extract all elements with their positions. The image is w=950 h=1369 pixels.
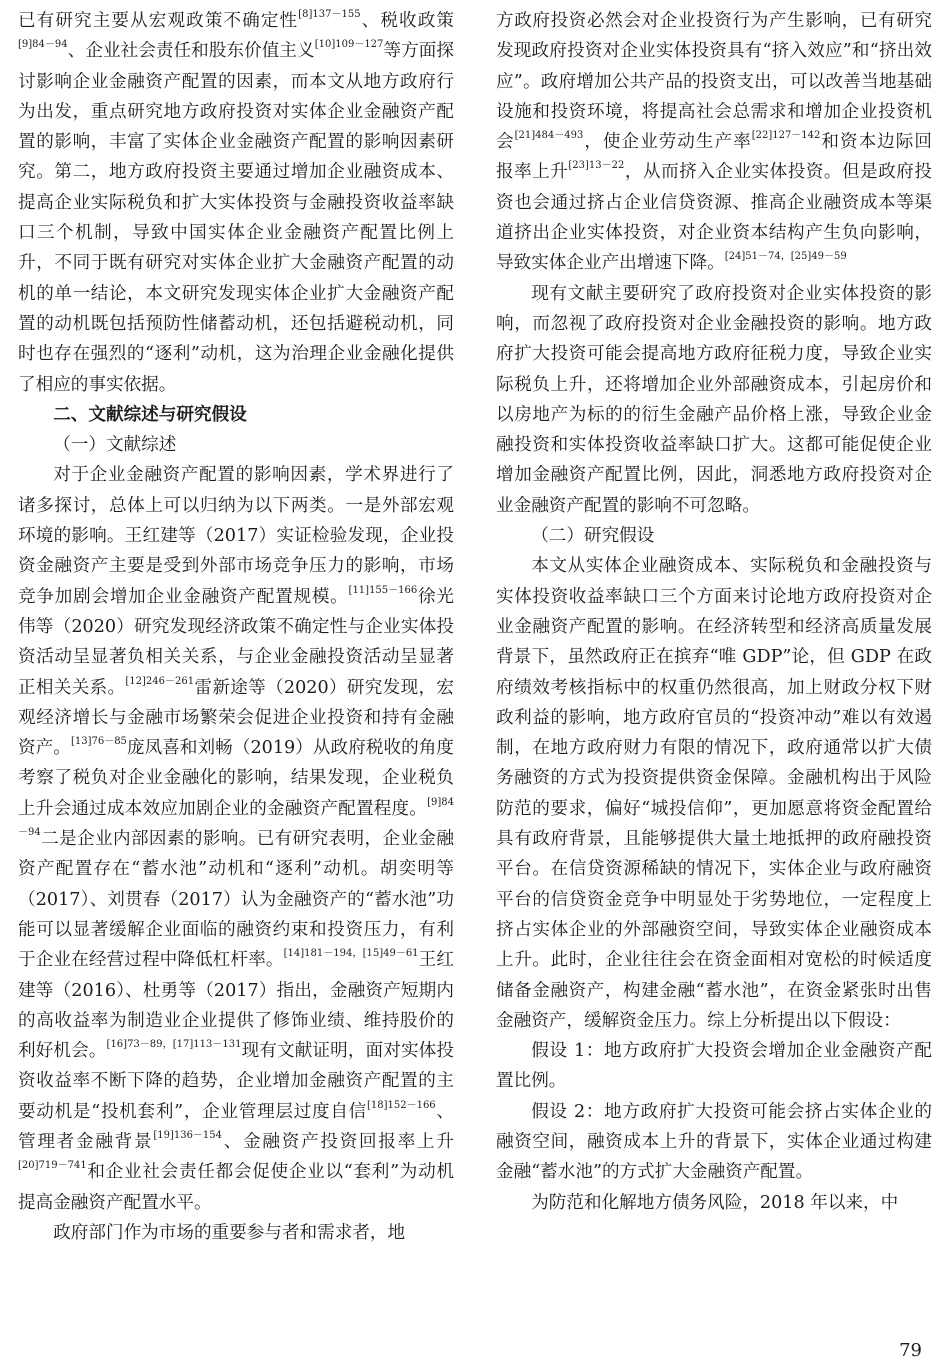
- text-run: （一）文献综述: [53, 435, 177, 456]
- citation-superscript: [20]719－741: [18, 1160, 87, 1172]
- citation-superscript: [19]136－154: [153, 1129, 223, 1141]
- text-run: ，从而挤入企业实体投资。但是政府投资也会通过挤占企业信贷资源、推高企业融资成本等渠道挤出企业实体投资，对企业资本结构产生负向影响，导致实体企业产出增速下降。: [496, 162, 932, 274]
- page-number: 79: [899, 1340, 922, 1361]
- text-run: 为防范和化解地方债务风险，2018 年以来，中: [531, 1192, 899, 1213]
- text-run: 已有研究主要从宏观政策不确定性: [18, 11, 299, 31]
- text-run: 等方面探讨影响企业金融资产配置的因素，而本文从地方政府行为出发，重点研究地方政府投资对实体企业金融资产配置的影响，丰富了实体企业金融资产配置的影响因素研究。第二，地方政府投资主要通过增加企业融资成本、提高企业实际税负和扩大实体投资与金融投资收益率缺口三个机制，导致中国实体企业金融资产配置比例上升，不同于既有研究对实体企业扩大金融资产配置的动机的单一结论，本文研究发现实体企业扩大金融资产配置的动机既包括预防性储蓄动机，还包括避税动机，同时也存在强烈的“逐利”动机，这为治理企业金融化提供了相应的事实依据。: [18, 41, 454, 395]
- text-run: 王红建等（2016）、杜勇等（2017）指出，金融资产短期内的高收益率为制造业企业提供了修饰业绩、维持股价的利好机会。: [18, 950, 454, 1062]
- text-run: 和资本边际回报率上升: [496, 132, 932, 183]
- citation-superscript: [12]246－261: [125, 675, 195, 687]
- text-run: 和企业社会责任都会促使企业以“套利”为动机提高金融资产配置水平。: [18, 1162, 454, 1213]
- subsection-heading: [496, 521, 932, 551]
- text-run: 徐光伟等（2020）研究发现经济政策不确定性与企业实体投资活动呈显著负相关关系，与企业金融投资活动呈显著正相关关系。: [18, 586, 454, 698]
- paragraph: [18, 6, 454, 400]
- citation-superscript: [21]484－493: [514, 130, 584, 142]
- citation-superscript: [22]127－142: [751, 130, 821, 142]
- citation-superscript: [9]84－94: [18, 796, 454, 839]
- text-run: 雷新途等（2020）研究发现，宏观经济增长与金融市场繁荣会促进企业投资和持有金融资产。: [18, 677, 454, 759]
- text-run: 现有文献证明，面对实体投资收益率不断下降的趋势，企业增加金融资产配置的主要动机是“投机套利”，企业管理层过度自信: [18, 1041, 454, 1122]
- subsection-heading: [18, 430, 454, 460]
- paragraph: [18, 460, 454, 1217]
- paragraph: [496, 1036, 932, 1097]
- section-heading: [18, 400, 454, 430]
- text-run: 、管理者金融背景: [18, 1101, 454, 1152]
- right-column: [496, 6, 932, 1218]
- text-run: 、企业社会责任和股东价值主义: [67, 41, 315, 62]
- paragraph: [496, 551, 932, 1036]
- text-run: 现有文献主要研究了政府投资对企业实体投资的影响，而忽视了政府投资对企业金融投资的影响。地方政府扩大投资可能会提高地方政府征税力度，导致企业实际税负上升，还将增加企业外部融资成本，引起房价和以房地产为标的的衍生金融产品价格上涨，导致企业金融投资和实体投资收益率缺口扩大。这都可能促使企业增加金融资产配置比例，因此，洞悉地方政府投资对企业金融资产配置的影响不可忽略。: [496, 283, 932, 516]
- citation-superscript: [11]155－166: [348, 584, 418, 596]
- text-run: 二、文献综述与研究假设: [53, 404, 247, 425]
- text-run: （二）研究假设: [531, 526, 655, 547]
- text-run: 、金融资产投资回报率上升: [222, 1131, 454, 1152]
- left-column: [18, 6, 454, 1248]
- text-run: 本文从实体企业融资成本、实际税负和金融投资与实体投资收益率缺口三个方面来讨论地方政府投资对企业金融资产配置的影响。在经济转型和经济高质量发展背景下，虽然政府正在摈弃“唯 GDP”论，但 GDP 在政府绩效考核指标中的权重仍然很高，加上财政分权下财政利益的影响，地方政府官员的“投资冲动”难以有效遏制，在地方政府财力有限的情况下，政府通常以扩大债务融资的方式为投资提供资金保障。金融机构出于风险防范的要求，偏好“城投信仰”，更加愿意将资金配置给具有政府背景，且能够提供大量土地抵押的政府融投资平台。在信贷资源稀缺的情况下，实体企业与政府融资平台的信贷资金竞争中明显处于劣势地位，一定程度上挤占实体企业的外部融资空间，导致实体企业融资成本上升。此时，企业往往会在资金面相对宽松的时候适度储备金融资产，构建金融“蓄水池”，在资金紧张时出售金融资产，缓解资金压力。综上分析提出以下假设：: [496, 556, 932, 1031]
- text-run: ，使企业劳动生产率: [583, 132, 752, 153]
- text-run: 庞凤喜和刘畅（2019）从政府税收的角度考察了税负对企业金融化的影响，结果发现，企业税负上升会通过成本效应加剧企业的金融资产配置程度。: [18, 738, 454, 819]
- citation-superscript: [10]109－127: [314, 39, 384, 51]
- paragraph: [496, 1097, 932, 1188]
- paragraph: [496, 1188, 932, 1218]
- text-run: 对于企业金融资产配置的影响因素，学术界进行了诸多探讨，总体上可以归纳为以下两类。一是外部宏观环境的影响。王红建等（2017）实证检验发现，企业投资金融资产主要是受到外部市场竞争压力的影响，市场竞争加剧会增加企业金融资产配置规模。: [18, 465, 454, 607]
- citation-superscript: [9]84－94: [18, 39, 68, 51]
- text-run: 假设 2：地方政府扩大投资可能会挤占实体企业的融资空间，融资成本上升的背景下，实体企业通过构建金融“蓄水池”的方式扩大金融资产配置。: [496, 1101, 932, 1183]
- text-run: 假设 1：地方政府扩大投资会增加企业金融资产配置比例。: [496, 1041, 932, 1092]
- citation-superscript: [18]152－166: [366, 1099, 436, 1111]
- paragraph: [496, 6, 932, 279]
- paragraph: [496, 279, 932, 521]
- text-run: 二是企业内部因素的影响。已有研究表明，企业金融资产配置存在“蓄水池”动机和“逐利”动机。胡奕明等（2017）、刘贯春（2017）认为金融资产的“蓄水池”功能可以显著缓解企业面临的融资约束和投资压力，有利于企业在经营过程中降低杠杆率。: [18, 829, 454, 971]
- citation-superscript: [13]76－85: [70, 736, 127, 748]
- citation-superscript: [23]13－22: [568, 160, 625, 172]
- paragraph: [18, 1218, 454, 1248]
- text-run: 方政府投资必然会对企业投资行为产生影响，已有研究发现政府投资对企业实体投资具有“挤入效应”和“挤出效应”。政府增加公共产品的投资支出，可以改善当地基础设施和投资环境，将提高社会总需求和增加企业投资机会: [496, 11, 932, 153]
- citation-superscript: [8]137－155: [298, 9, 361, 20]
- text-run: 、税收政策: [360, 11, 454, 31]
- citation-superscript: [14]181－194，[15]49－61: [283, 948, 419, 960]
- citation-superscript: [24]51－74，[25]49－59: [724, 251, 847, 263]
- citation-superscript: [16]73－89，[17]113－131: [106, 1039, 242, 1051]
- text-run: 政府部门作为市场的重要参与者和需求者，地: [53, 1222, 406, 1243]
